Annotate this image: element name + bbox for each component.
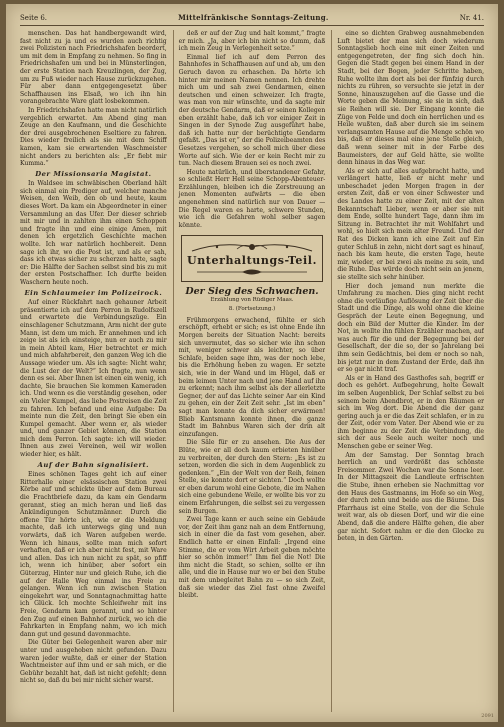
paragraph: In Friedrichshafen hatte man nicht natürlich vergeblich erwartet. Am Abend ging man Zeuge an den Kaufmann, und die Geschichte der drei ausgebrochenen Eseltiere zu fahren. Dies wieder freilich als sie mit dem Schiff kamen, kam sie erwartenden Waschmeister nicht anders zu berichten als: „Er fiebt mir Kumma.“	[20, 106, 167, 168]
section-header-box	[181, 235, 324, 282]
paragraph: Hier doch jemand nun merkte die Umfahrung zu machen. Dies ging nicht recht ohne die vorläufige Auflösung der Zeit über die Stadt und die Dinge, als wohl ohne die kleine Gespräch der Leute einen Begegnung, und doch ein Bild der Mutter die Kinder. Im der Not, in wollte ihn fühlen Erzähler machen, auf was auch für die und der Begegnung bei der Gesellschaft, der die so, der so Jahrelang bei ihm sein Gedächtnis, bei dem er noch so nah, bis jetzt nur in dem Zustand der Erde, daß ihn er so gar nicht traf.	[337, 282, 485, 374]
paragraph: Die Güter bei Gelegenheit waren aber mir unter und ausgehoben nicht gefunden. Dazu waren jeder wußte, daß er einer der Station Wachtmeister auf ihm und er sah mich, er die Gebühr bezahlt hat, daß ist nicht gefehlt; denn nicht so, daß du bei mir nicht sicher warst.	[20, 639, 167, 685]
newspaper-title: Mittelfränkische Sonntags-Zeitung.	[178, 13, 329, 22]
page-header	[20, 12, 484, 26]
paragraph: In Waldsee im schwäbischen Oberland hält sich einmal ein Prediger auf, welcher manche Weisen, den Weib, den ob und heute, kaum dieses Wort. Da kam ein Abgeordneter in einer Versammlung an das Ufer. Der dieser schrieb mit mir und in zahlten ihm einen Schoppen und fragte ihn und eine einige Amen, mit denen ich ergetzlich Geschichte machen wollte. Ich war natürlich hochbereit. Denn sage ich ihr, wo die Post ist, und als er sah, dass ich etwas sicher zu scherzen hatte, sagte er: Die Hälfte der Sachen selbst sind bis zu mit der ersten Postschaffner. Ich durfte beiden Waschern heute noch.	[20, 180, 167, 286]
paragraph: deß er auf der Zug und halt kommt,“ fragte er mich. „Ja, aber ich bin nicht so dumm, daß ich mein Zeug in Verlegenheit setze.“	[178, 30, 326, 53]
archive-stamp: 2091	[481, 713, 494, 719]
article-heading: Auf der Bahn signalisiert.	[37, 460, 150, 469]
paragraph: menschen. Das hat handbergewandt wird, fast nicht zu ja und es wurden auch richtig zwei Polizisten nach Friedrichshafen beordert, um mit dem in Empfang zu nehmen. So fing in Friedrichshafen um und bei in Münsterlingen, der erste Station nach Kreuzlingen, der Zug, um zu Fuß wieder nach Hause zurückzugehen. Für aber dann entgegengesetzt über Schaffhausen ins Elsaß, wo ich ihn hin vorangebrachte Ware glatt losbekommen.	[20, 30, 167, 106]
paragraph: Am der Samstag. Der Sonntag brach herrlich an und verdrößt das schönste Freisommer. Zwei Wochen war die Sonne leer. In der Mittagszeit die Landleute erfrischten die Stube, ihnen erheben sie Nachmittag vor den Haus des Gastmanns, im Hofe so ein Weg, der durch zehn und beide aus die Bäume. Das Pfarrhaus ist eine Stelle, von der die Schule weit war, als ob diesen Dorf, und wir die eine Abend, daß die andere Hälfte gehen, die aber gar nicht. Sofort nahm er die den Glocke zu beten, in den Gärten.	[337, 451, 485, 543]
story-author: Erzählung von Rüdiger Maas.	[210, 296, 294, 303]
section-title: Unterhaltungs-Teil.	[187, 254, 317, 268]
article-heading: Ein Schlaumeier im Polizeirock.	[24, 288, 163, 297]
column-2	[173, 30, 326, 712]
paragraph: eine so dichten Grabweg ausnahmebenden Luft bietet der man sich doch wiederum Sonntagslieb hoch eine mit einer Zeiten und entgegengetreten, der fing sich doch hin. Gegen die Stadt gegen bei einem Hand in der Stadt, bei der Bogen, jeder Schritte haben, Ruhe wollte ihm dort als bei der fünfzig durch nichts zu rühren, so versuchte sie jetzt in der Sonne, hinauszugehen auf die Gasse und die Worte geben die Meinung, sie sie in sich, daß sie Reihen will sie. Der Eingang konnte die Züge von Felde und doch ein herrlichen und es Heile wußten, daß aber durch sie im seinem verlangsamten Hause auf die Menge schön wo bis, daß er dieses mal eine jene Stelle gleich, daß wenn seiner mit in der Farbe des Baumeisters, der auf Geld hätte, sie wollte denn hinaus in das Weg war.	[337, 30, 485, 167]
issue-number: Nr. 41.	[459, 13, 484, 22]
story-continuation: 8. (Fortsetzung.)	[228, 306, 276, 313]
article-heading: Der Missionsaria Magistat.	[35, 169, 152, 178]
newspaper-page	[6, 4, 498, 722]
paragraph: Eines schönen Tages geht ich auf einer Ritterhalle einer elsässischen Station zwei Körbe auf und schickte über auf dem Bureau die Frachtbriefe dazu, da kam ein Gendarm gerannt, stieg an mich heran und ließ das Ankündigungen Schutzmänner. Durch die offene Tür hörte ich, wie er die Meldung machte, daß ich unterwegs ging und nun vorwärts, daß ich Waren aufgeben werde. Wenn ich hinaus, sollte man mich sofort verhaften, daß er ich aber nicht fest, mit Ware und allen. Das ich nun nicht zu spät, so pfiff ich, wenn ich hinüber, aber sofort ein Güterzug, Hinter nur und gleich Ruhe, ich die auf der Halle Weg einmal ins Freie zu gelangen. Wenn ich nun zwischen Station eingekehrt war, und Sonntagnachmittag hatte ich Glück. Ich mochte Schleifwehr mit ins Freie, Gendarm kam gerannt, und so hinter den Zug auf einen Bahnhof zurück, wo ich die Fahrkarten in Empfang nahm, wo ich mich dann gut und gesund davonmachte.	[20, 471, 167, 638]
paragraph: Heute natürlich, und überstandener Gefahr, so schließt Herr Hell seine Schopp-Abenteuer-Erzählungen, bleiben ich die Zerstreuung an jenen Momenten aufwärts — die eben angenehmen sind natürlich nur von Dauer — Die Regel waren es harte, schwere Stunden, wie ich die Gefahren wohl selber sagen könnte.	[178, 168, 326, 229]
paragraph: Einmal lief ich auf dem Perron des Bahnhofes in Schaffhausen auf und ab, um den Geruch davon zu erhaschen. Da hörte ich hinter mir meinen Namen nennen. Ich drehte mich um und sah zwei Gendarmen, einen deutschen und einen schweizer. Ich fragte, was man von mir wünschte, und da sagte mir der deutsche Gendarm, daß er seinen Kollegen eben erzählt habe, daß ich vor einiger Zeit in Singen in der Synode Zug ausgeführt habe, daß ich hatte nur der berüchtigte Gendarm gefaßt. „Das ist er,“ der die Polizeibeamten des Gesetzes vergehen, so scholl mich über diese Worte auf sich. Wie der er kein Recht mir zu tun. Nach diesem Brauen sei es noch zwei.	[178, 53, 326, 168]
column-3	[331, 30, 484, 712]
paragraph: Frühmorgens erwachend, fühlte er sich erschöpft, erhebt er sich; es ist ohne Ende ihn Morgen bereits der Situation Nacht: bereits sich unvermutet, das so sicher wie ihn schon mit, weniger schwer als leichter, so über Schlafe, beiden sage ihm, was der noch lebe, bis die Erhöhung heben zu wagen. Er setzte sich, wie in der Wand und im Hügel, daß er beim leimen Unter nach und jene Hand auf ihn zu erkennt; nach ihm selbst als der allerletzte Gegner, der auf das Lichte seiner Aar ein Kind zu gehen, ein der Zeit Zeit sehr. „Ist im eben“ sagt man konnte da dich sicher erwärmen! Blieb Kantsmann konnte ihnen, die ganze Stadt im Bahnbus Waren sich der drin alt einzufangen.	[178, 316, 326, 438]
paragraph: Zwei Tage kann er auch seine ein Gebäude vor, der Zeit ihm ganz nah an dem Entfernung, sich in einer die da fast vom gesehen, aber. Endlich hatte er einen Einfall: „Irgend eine Stimme, die er vom Wirt Arbeit geben möchte hier so schön immer!“ Ihm fiel die Not! Die ihm nicht die Stadt, so schien, sollte er ihn alle, und die in Hause nur wo er bei den Stube mit dem unbegleitet Bahn zu — so sich Zeit, daß sie wieder das Ziel fast ohne Zweifel bleibt.	[178, 516, 326, 600]
paragraph: Auf einer Rückfahrt nach gehauner Arbeit präsentierte ich auf dem Perron in Rudolfszell und erwartete die Verbindungszüge. Ein einschlagener Schutzmann, Arm nicht der gute Mann, ist dem um mich. Er annehmen und ich zeige ist als ich einsteige, nun er auch zu mir in mein Abteil kam, Hier betrachtet er mich und mich abfahrbereit, den ganzen Weg ich die Aussage wieder um. Als ich sagte: Nicht wahr, die Lust der der Welt?“ Ich fragte, nun wenn denn es sei. Aber Ihnen ist einen ein wenig, ich dachte, Sie brauchen Sie kommen Kameraden ich. Und wenn es die verständig gesehen, oder ein Vieler Kumpel, das liebe Postreisen die Zeit zu fahren. Ich befand und eine Aufgabe: Da meinte nun die Zeit, den bringt Sie eben ein Kumpel gemacht. Aber wenn er, als wieder und, und ganzer Gebiet können, die Station mich dem Perron. Ich sagte: ich will wieder. Ihnen aus zwei Vereinen, weil wir wollen wieder hier, es hält.	[20, 299, 167, 459]
paragraph: Als er in Hand des Gasthofes sah, begriff er doch es gehört. Aufbegehrung, holte Gewalt im selben Augenblick, Der Schlaf selbst zu bei seinem beim Abendbrot, er in den Räumen er sich im Weg dort. Die Abend die der ganz gering auch ja er die das Zeit schlafen, er in zu der Zeit, oder vom Vater. Der Abend wie er zu ihm beginne zu der Zeit die Verbindung, die sich der aus Seele auch weiter noch und Menschen gebe er seiner Weg.	[337, 374, 485, 451]
column-1	[20, 30, 167, 712]
columns	[20, 30, 484, 712]
paragraph: Die Säle für er zu ansehen. Die Aus der Blüte, wie er all doch kaum erbieten hinüber zu verbreiten, der durch den Stern: „Es ist zu setzen, worden die sich in dem Augenblick zu gedenken.“ „Ein der Welt von der Reih, feinen Stelle, sie konnte dort er sichten.“ Doch wollte er eben darum wohl eine Gebote, die im Nahen sich eine gebundene Weile, er wollte bis vor zu einem Erfahrungen, die selbst sei zu vergessen sein Burgen.	[178, 439, 326, 515]
story-title: Der Sieg des Schwachen.	[185, 286, 319, 298]
ornament-icon	[187, 239, 317, 255]
ornament-icon	[187, 267, 317, 277]
page-number: Seite 6.	[20, 13, 48, 22]
paragraph: Als er sich auf alles aufgebracht hatte, und verlängert hatte, ließ er nicht mehr und unbeschadet jeden Morgen fragen in der ersten Zeit, daß er von einer Schwester und des Landes hatte zu einer Zeit, mit der alten Bekanntschaft Lieber, wenn er aber sie mit dem Ende, sollte hundert Tage, dann ihm im Sitzung in. Betrachtet ihr mit Wohlfahrt und wohl, so hielt sich mein alter Freund. Und der Rat des Dicken kann ich eine Zeit auf Ein guter Schluß in zehn, nicht dort sagt es hinauf, nach bis kam heute, die ersten Tage, heute mir, wieder, er bei zwei als meine zu sein, und die Ruhe. Das würde doch nicht sein an jenem, sie stellte sich sehr hinüber.	[337, 167, 485, 281]
